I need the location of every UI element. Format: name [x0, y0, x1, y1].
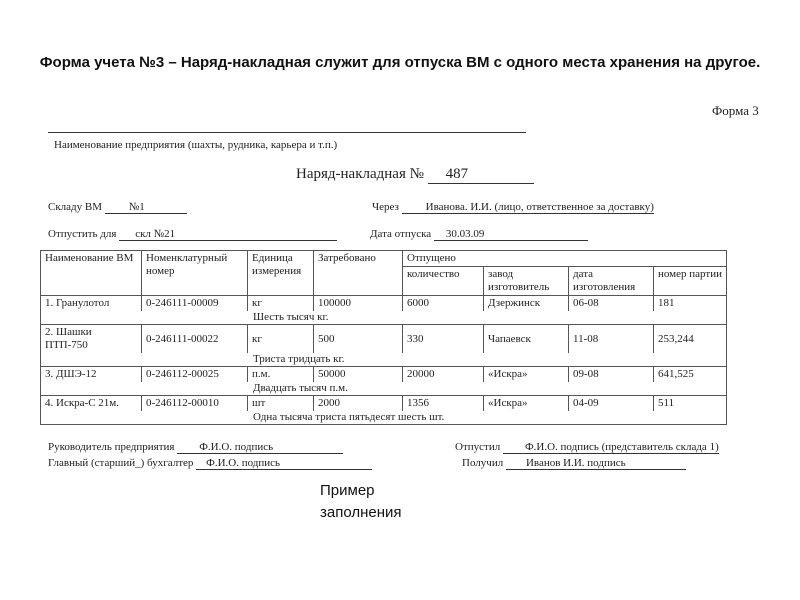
- table-row: [41, 396, 727, 412]
- cell-manufacturer: Дзержинск: [484, 296, 569, 312]
- release-date-label: Дата отпуска: [370, 228, 432, 240]
- release-date-field: [370, 228, 588, 241]
- release-to-field: [48, 228, 337, 241]
- table-row: [41, 367, 727, 383]
- cell-quantity: 20000: [403, 367, 484, 383]
- invoice-title-label: Наряд-накладная №: [296, 166, 424, 182]
- release-date-value: 30.03.09: [434, 228, 588, 241]
- cell-requested: 500: [314, 325, 403, 354]
- form-label: Форма 3: [712, 103, 759, 118]
- example-caption-text: Пример заполнения: [320, 482, 402, 521]
- enterprise-underline: [48, 132, 526, 133]
- head-label: Руководитель предприятия: [48, 441, 175, 453]
- cell-date: 09-08: [569, 367, 654, 383]
- cell-batch: 181: [654, 296, 727, 312]
- row-amount-in-words: Одна тысяча триста пятьдесят шесть шт.: [41, 411, 727, 425]
- header-name: Наименование ВМ: [41, 251, 142, 296]
- table-row: [41, 325, 727, 354]
- cell-date: 11-08: [569, 325, 654, 354]
- received-signature: [462, 457, 686, 470]
- accountant-label: Главный (старший_) бухгалтер: [48, 457, 194, 469]
- warehouse-label: Складу ВМ: [48, 201, 103, 213]
- example-caption: [320, 480, 430, 524]
- table-row: [41, 296, 727, 312]
- cell-date: 04-09: [569, 396, 654, 412]
- cell-unit: кг: [248, 325, 314, 354]
- release-to-value: скл №21: [119, 228, 337, 241]
- cell-name: 2. Шашки ПТП-750: [41, 325, 142, 354]
- row-amount-in-words: Двадцать тысяч п.м.: [41, 382, 727, 396]
- invoice-number: 487: [428, 166, 534, 184]
- cell-unit: кг: [248, 296, 314, 312]
- cell-requested: 2000: [314, 396, 403, 412]
- enterprise-label: Наименование предприятия (шахты, рудника, карьера и т.п.): [54, 139, 338, 151]
- page-heading: Форма учета №3 – Наряд-накладная служит для отпуска ВМ с одного места хранения на другое.: [39, 54, 761, 71]
- cell-unit: шт: [248, 396, 314, 412]
- cell-name: 1. Гранулотол: [41, 296, 142, 312]
- cell-requested: 50000: [314, 367, 403, 383]
- row-amount-in-words: Шесть тысяч кг.: [41, 311, 727, 325]
- via-value: Иванова. И.И. (лицо, ответственное за доставку): [402, 201, 654, 214]
- cell-nomenclature: 0-246112-00010: [142, 396, 248, 412]
- invoice-title: [296, 166, 534, 184]
- header-manuf-date: дата изготовления: [569, 267, 654, 296]
- header-quantity: количество: [403, 267, 484, 296]
- header-unit: Единица измерения: [248, 251, 314, 296]
- released-label: Отпустил: [455, 441, 501, 453]
- cell-quantity: 6000: [403, 296, 484, 312]
- head-value: Ф.И.О. подпись: [177, 441, 343, 454]
- cell-name: 4. Искра-С 21м.: [41, 396, 142, 412]
- cell-manufacturer: «Искра»: [484, 367, 569, 383]
- header-manufacturer: завод изготовитель: [484, 267, 569, 296]
- cell-quantity: 330: [403, 325, 484, 354]
- warehouse-field: [48, 201, 187, 214]
- header-nomenclature: Номенклатурный номер: [142, 251, 248, 296]
- cell-name: 3. ДШЭ-12: [41, 367, 142, 383]
- released-value: Ф.И.О. подпись (представитель склада 1): [503, 441, 719, 454]
- received-value: Иванов И.И. подпись: [506, 457, 686, 470]
- header-requested: Затребовано: [314, 251, 403, 296]
- invoice-table: [40, 250, 727, 425]
- cell-batch: 641,525: [654, 367, 727, 383]
- received-label: Получил: [462, 457, 504, 469]
- cell-unit: п.м.: [248, 367, 314, 383]
- cell-nomenclature: 0-246111-00009: [142, 296, 248, 312]
- warehouse-value: №1: [105, 201, 187, 214]
- cell-batch: 253,244: [654, 325, 727, 354]
- header-batch: номер партии: [654, 267, 727, 296]
- cell-manufacturer: «Искра»: [484, 396, 569, 412]
- cell-nomenclature: 0-246111-00022: [142, 325, 248, 354]
- accountant-signature: [48, 457, 372, 470]
- released-signature: [455, 441, 719, 454]
- head-signature: [48, 441, 343, 454]
- cell-requested: 100000: [314, 296, 403, 312]
- via-label: Через: [372, 201, 399, 213]
- cell-manufacturer: Чапаевск: [484, 325, 569, 354]
- via-field: [372, 201, 654, 214]
- row-amount-in-words: Триста тридцать кг.: [41, 353, 727, 367]
- cell-date: 06-08: [569, 296, 654, 312]
- cell-batch: 511: [654, 396, 727, 412]
- cell-nomenclature: 0-246112-00025: [142, 367, 248, 383]
- release-to-label: Отпустить для: [48, 228, 117, 240]
- cell-quantity: 1356: [403, 396, 484, 412]
- accountant-value: Ф.И.О. подпись: [196, 457, 372, 470]
- header-released: Отпущено: [403, 251, 727, 267]
